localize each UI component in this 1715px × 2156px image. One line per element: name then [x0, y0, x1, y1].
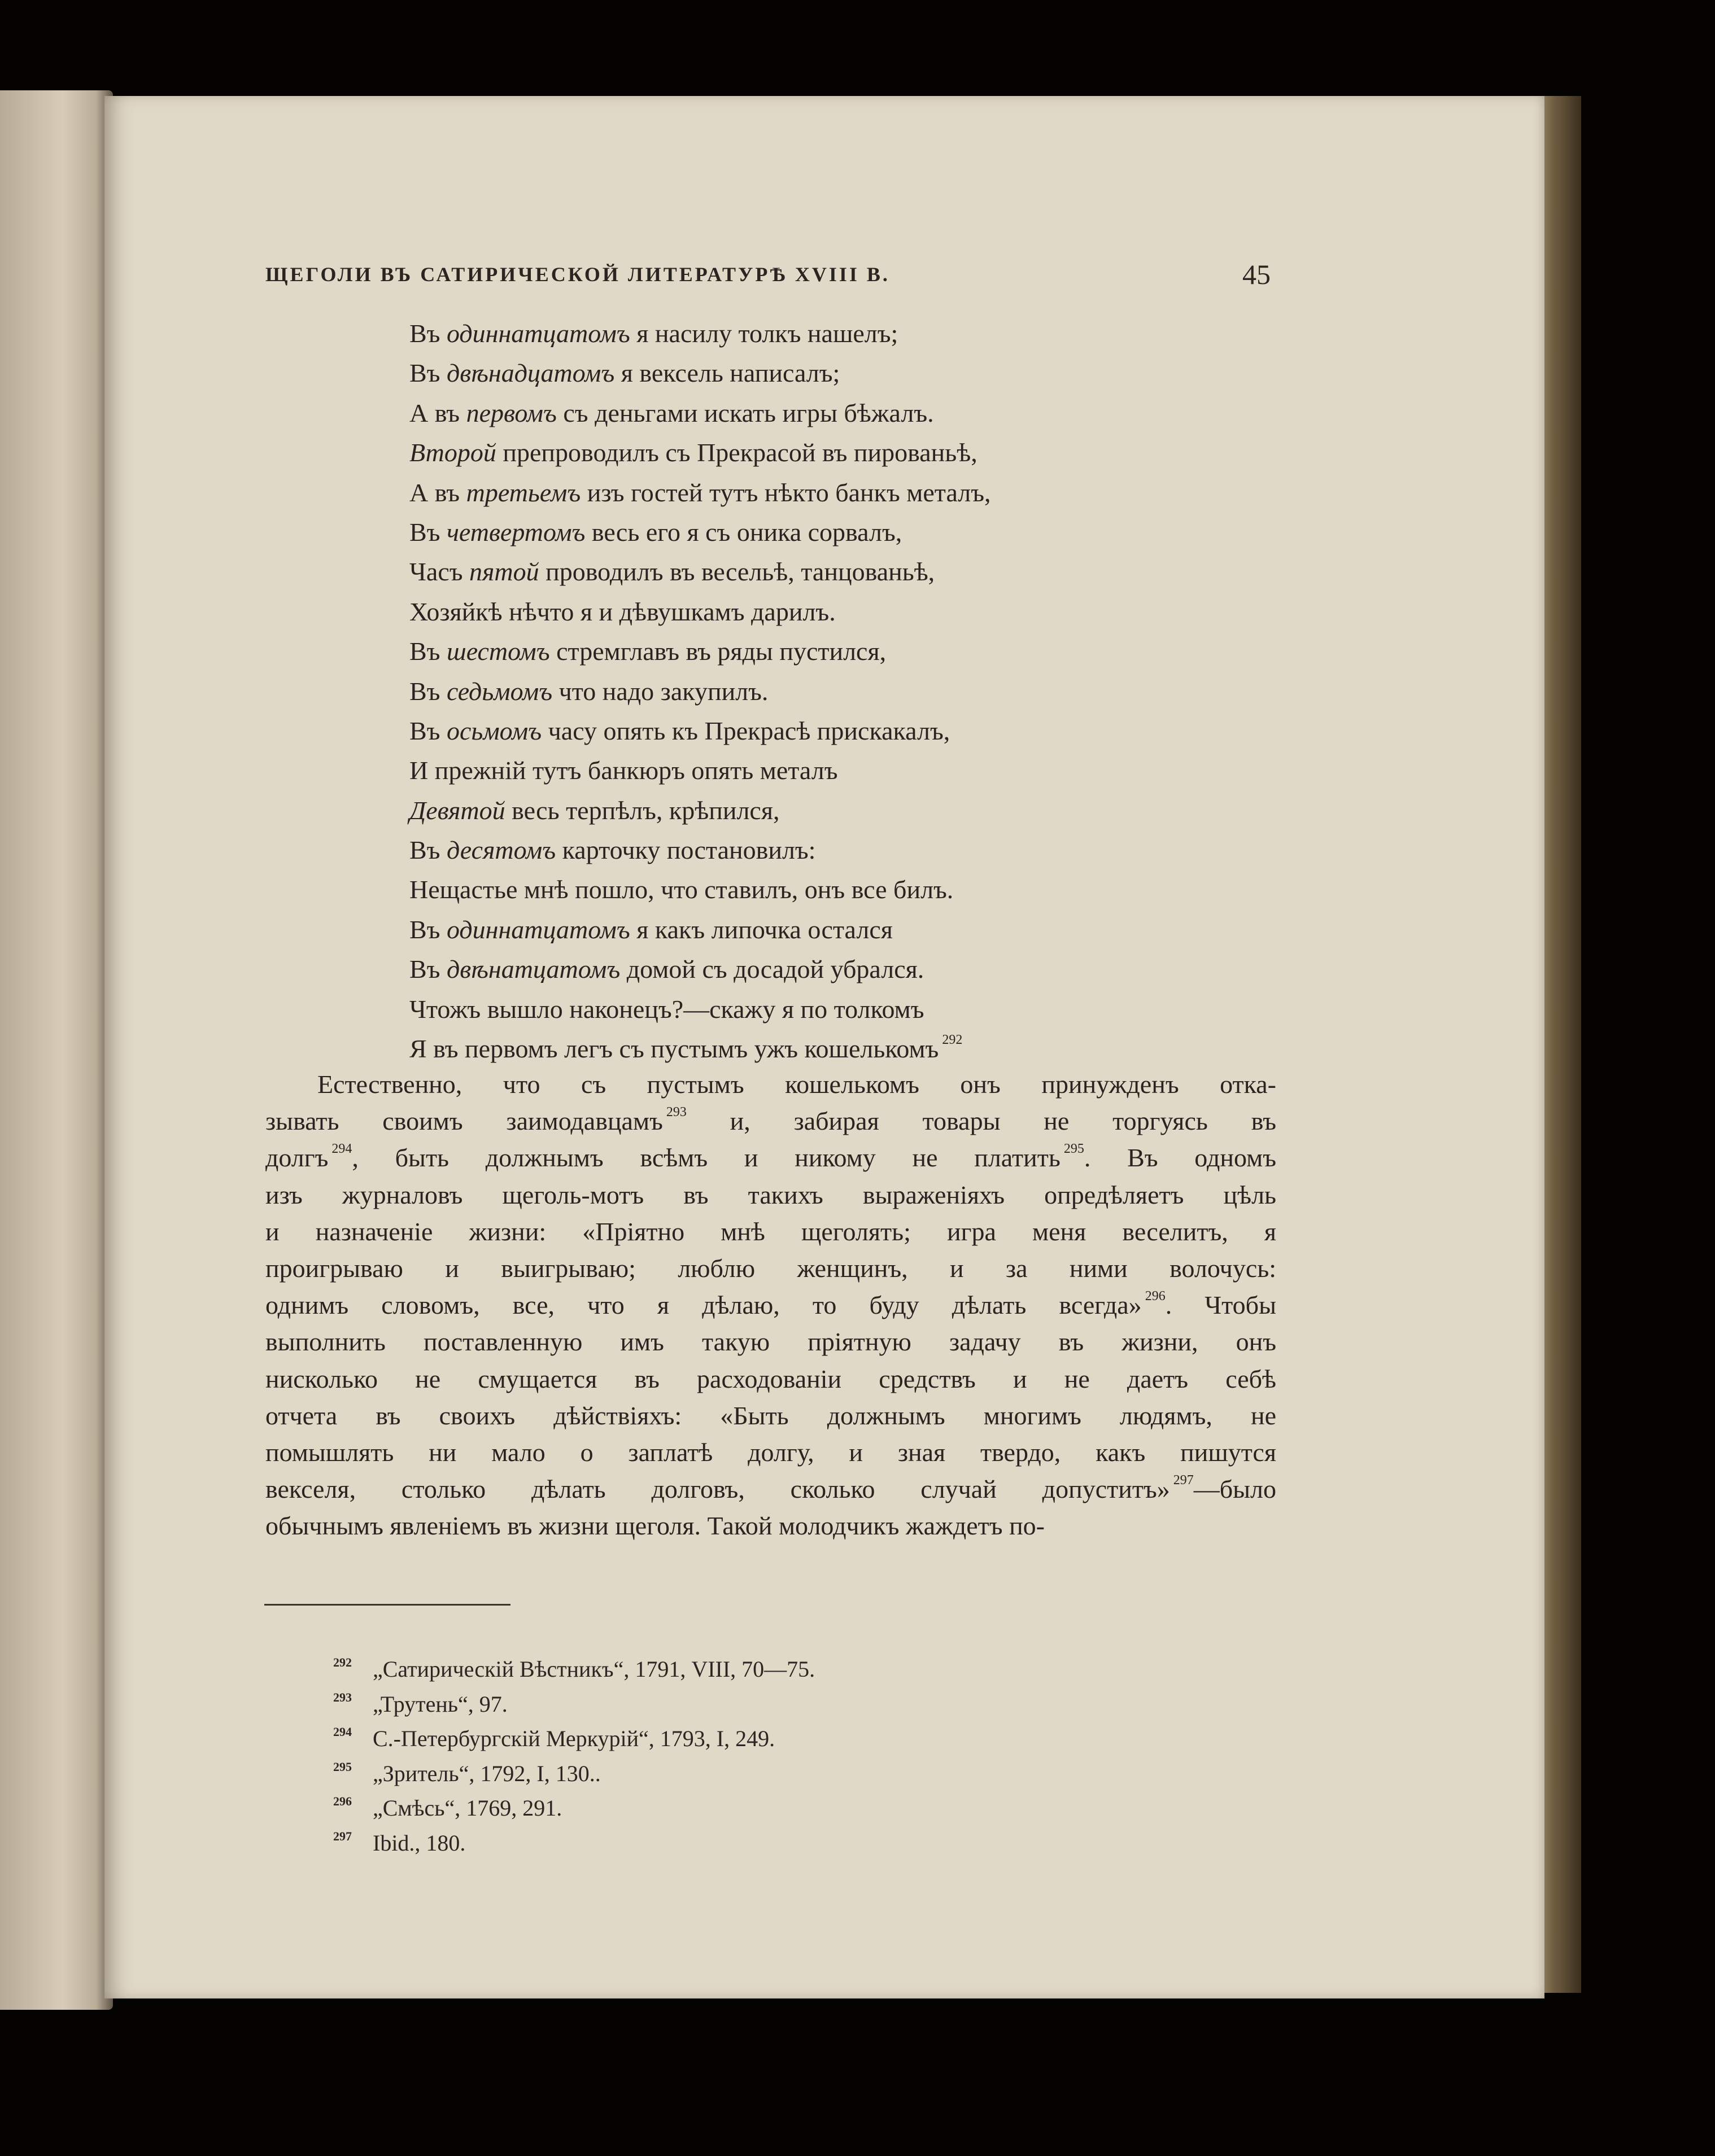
- prose-text: зывать своимъ заимодавцамъ: [265, 1107, 663, 1136]
- verse-emphasis: Девятой: [409, 795, 505, 825]
- verse-text: И прежній тутъ банкюръ опять металъ: [409, 756, 838, 785]
- verse-text: проводилъ въ весельѣ, танцованьѣ,: [539, 557, 935, 587]
- verse-line: [409, 910, 1256, 950]
- prose-text: отчета въ своихъ дѣйствіяхъ: «Быть должнымъ многимъ людямъ, не: [265, 1401, 1276, 1430]
- footnote-ref: 293: [666, 1105, 687, 1120]
- verse-emphasis: осьмомъ: [446, 716, 542, 745]
- footnote: [333, 1820, 1067, 1855]
- footnote: [333, 1785, 1067, 1820]
- verse-emphasis: первомъ: [466, 398, 557, 427]
- verse-text: Въ: [409, 358, 447, 388]
- verse-emphasis: четвертомъ: [446, 517, 586, 546]
- verse-line: [409, 672, 1256, 711]
- verse-text: Въ: [409, 517, 447, 546]
- verse-text: весь его я съ оника сорвалъ,: [585, 517, 902, 546]
- verse-text: карточку постановилъ:: [556, 836, 816, 865]
- footnote-number: 295: [333, 1759, 352, 1774]
- footnote-number: 292: [333, 1655, 352, 1669]
- footnote-number: 296: [333, 1794, 352, 1809]
- prose-text: нисколько не смущается въ расходованіи средствъ и не даетъ себѣ: [265, 1364, 1276, 1393]
- prose-text: помышлять ни мало о заплатѣ долгу, и зная твердо, какъ пишутся: [265, 1438, 1276, 1467]
- footnote-text: „Сатирическій Вѣстникъ“, 1791, VIII, 70—75.: [373, 1656, 815, 1682]
- verse-emphasis: третьемъ: [466, 478, 581, 507]
- verse-text: съ деньгами искать игры бѣжалъ.: [556, 398, 934, 427]
- page-number: 45: [1242, 259, 1271, 290]
- verse-line: [409, 950, 1256, 989]
- verse-line: [409, 632, 1256, 671]
- prose-line: [265, 1250, 1276, 1287]
- verse-text: я какъ липочка остался: [630, 915, 893, 944]
- verse-text: часу опять къ Прекрасѣ прискакалъ,: [542, 716, 950, 745]
- verse-text: изъ гостей тутъ нѣкто банкъ металъ,: [581, 478, 991, 507]
- verse-emphasis: пятой: [469, 557, 539, 587]
- prose-text: изъ журналовъ щеголь-мотъ въ такихъ выраженіяхъ опредѣляетъ цѣль: [265, 1180, 1276, 1209]
- verse-text: Я въ первомъ легъ съ пустымъ ужъ кошелькомъ: [409, 1034, 939, 1064]
- footnote: [333, 1646, 1067, 1681]
- prose-text: Естественно, что съ пустымъ кошелькомъ онъ принужденъ отка-: [317, 1070, 1276, 1099]
- verse-line: [409, 592, 1256, 632]
- verse-text: что надо закупилъ.: [552, 676, 769, 706]
- left-page-edge: [0, 90, 113, 2010]
- verse-text: я насилу толкъ нашелъ;: [630, 319, 898, 348]
- footnote-ref: 296: [1145, 1289, 1166, 1304]
- verse-emphasis: одиннатцатомъ: [446, 319, 630, 348]
- verse-text: Въ: [409, 319, 447, 348]
- prose-line: [265, 1397, 1276, 1434]
- footnote-ref: 297: [1173, 1473, 1194, 1488]
- verse-line: [409, 990, 1256, 1029]
- prose-text: обычнымъ явленіемъ въ жизни щеголя. Такой молодчикъ жаждетъ по-: [265, 1511, 1045, 1541]
- verse-text: Часъ: [409, 557, 470, 587]
- prose-line: [265, 1213, 1276, 1250]
- footnote: [333, 1715, 1067, 1750]
- footnote-text: С.-Петербургскій Меркурій“, 1793, I, 249.: [373, 1726, 775, 1752]
- prose-block: [265, 1066, 1276, 1545]
- prose-text: и, забирая товары не торгуясь въ: [686, 1107, 1276, 1136]
- verse-text: домой съ досадой убрался.: [620, 955, 924, 984]
- verse-emphasis: Второй: [409, 438, 496, 467]
- verse-text: Въ: [409, 637, 447, 666]
- prose-line: [265, 1287, 1276, 1323]
- footnote-ref: 294: [331, 1142, 352, 1157]
- verse-emphasis: десятомъ: [446, 836, 556, 865]
- footnote-ref: 292: [942, 1033, 963, 1048]
- verse-emphasis: седьмомъ: [446, 676, 553, 706]
- prose-paragraph: [265, 1066, 1276, 1545]
- footnote-number: 294: [333, 1725, 352, 1739]
- verse-line: [409, 353, 1256, 393]
- verse-text: Чтожъ вышло наконецъ?—скажу я по толкомъ: [409, 994, 924, 1024]
- verse-text: Въ: [409, 955, 447, 984]
- prose-text: проигрываю и выигрываю; люблю женщинъ, и за ними волочусь:: [265, 1254, 1276, 1283]
- verse-line: [409, 433, 1256, 473]
- verse-line: [409, 711, 1256, 751]
- verse-line: [409, 751, 1256, 790]
- prose-text: долгъ: [265, 1143, 329, 1173]
- verse-line: [409, 513, 1256, 552]
- footnote-number: 297: [333, 1829, 352, 1843]
- verse-text: А въ: [409, 398, 466, 427]
- prose-text: векселя, столько дѣлать долговъ, сколько случай допуститъ»: [265, 1475, 1170, 1504]
- verse-line: [409, 473, 1256, 513]
- verse-block: [409, 314, 1256, 1069]
- verse-text: Въ: [409, 915, 447, 944]
- verse-text: Хозяйкѣ нѣчто я и дѣвушкамъ дарилъ.: [409, 597, 836, 626]
- verse-emphasis: одиннатцатомъ: [446, 915, 630, 944]
- verse-line: [409, 1029, 1256, 1069]
- prose-text: . Въ одномъ: [1084, 1143, 1276, 1173]
- prose-line: [265, 1361, 1276, 1397]
- prose-text: —было: [1193, 1475, 1276, 1504]
- prose-line: [265, 1507, 1276, 1544]
- prose-line: [265, 1066, 1276, 1103]
- verse-text: Нещастье мнѣ пошло, что ставилъ, онъ все билъ.: [409, 875, 954, 904]
- verse-text: А въ: [409, 478, 466, 507]
- verse-line: [409, 791, 1256, 830]
- verse-text: я вексель написалъ;: [614, 358, 840, 388]
- prose-text: и назначеніе жизни: «Пріятно мнѣ щеголять; игра меня веселитъ, я: [265, 1217, 1276, 1246]
- footnotes: [333, 1646, 1067, 1855]
- verse-text: Въ: [409, 716, 447, 745]
- footnote-text: „Смѣсь“, 1769, 291.: [373, 1795, 562, 1821]
- prose-line: [265, 1323, 1276, 1360]
- footnote-text: „Зритель“, 1792, I, 130..: [373, 1760, 601, 1786]
- verse-line: [409, 552, 1256, 592]
- footnote-number: 293: [333, 1690, 352, 1704]
- prose-line: [265, 1434, 1276, 1471]
- running-title: ЩЕГОЛИ ВЪ САТИРИЧЕСКОЙ ЛИТЕРАТУРѢ XVIII В.: [265, 263, 890, 286]
- verse-emphasis: двѣнадцатомъ: [446, 358, 615, 388]
- verse-text: препроводилъ съ Прекрасой въ пированьѣ,: [496, 438, 977, 467]
- prose-text: выполнить поставленную имъ такую пріятную задачу въ жизни, онъ: [265, 1327, 1276, 1357]
- verse-line: [409, 314, 1256, 353]
- prose-line: [265, 1471, 1276, 1507]
- verse-line: [409, 870, 1256, 909]
- verse-emphasis: шестомъ: [446, 637, 550, 666]
- prose-text: однимъ словомъ, все, что я дѣлаю, то буду дѣлать всегда»: [265, 1291, 1142, 1320]
- prose-line: [265, 1177, 1276, 1213]
- footnote-text: „Трутень“, 97.: [373, 1691, 508, 1717]
- verse-line: [409, 830, 1256, 870]
- prose-text: . Чтобы: [1165, 1291, 1276, 1320]
- prose-line: [265, 1139, 1276, 1176]
- footnote: [333, 1681, 1067, 1716]
- prose-text: , быть должнымъ всѣмъ и никому не платить: [352, 1143, 1061, 1173]
- footnote-ref: 295: [1063, 1142, 1084, 1157]
- prose-line: [265, 1103, 1276, 1139]
- footnote: [333, 1750, 1067, 1785]
- verse-text: Въ: [409, 676, 447, 706]
- verse-text: стремглавъ въ ряды пустился,: [549, 637, 887, 666]
- verse-emphasis: двѣнатцатомъ: [446, 955, 621, 984]
- verse-text: Въ: [409, 836, 447, 865]
- footnote-rule: [264, 1604, 510, 1606]
- verse-line: [409, 393, 1256, 433]
- footnote-text: Ibid., 180.: [373, 1830, 466, 1856]
- verse-text: весь терпѣлъ, крѣпился,: [505, 795, 780, 825]
